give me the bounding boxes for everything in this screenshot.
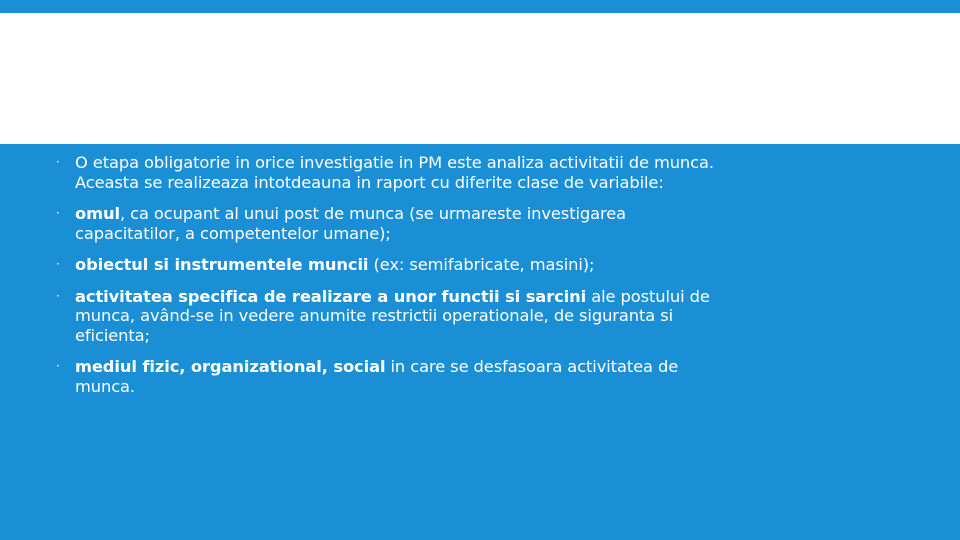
bullet-bold-text: obiectul si instrumentele muncii <box>75 255 369 274</box>
bullet-text: ale postului de munca, având-se in vedere anumite restrictii operationale, de siguranta si eficienta; <box>75 286 710 345</box>
bullet-item <box>56 204 736 243</box>
bullet-item <box>56 255 736 275</box>
bullet-dot-icon: · <box>56 288 60 303</box>
bullet-text: O etapa obligatorie in orice investigatie in PM este analiza activitatii de munca. Aceasta se realizeaza intotdeauna in raport cu diferite clase de variabile: <box>75 153 714 192</box>
bullet-list <box>56 153 736 408</box>
bullet-text: (ex: semifabricate, masini); <box>368 255 595 274</box>
bullet-dot-icon: · <box>56 257 60 271</box>
bullet-bold-text: mediul fizic, organizational, social <box>75 357 386 376</box>
bullet-text: in care se desfasoara activitatea de munca. <box>75 357 679 396</box>
bullet-item <box>56 357 736 396</box>
bullet-dot-icon: · <box>56 359 60 373</box>
bullet-item <box>56 153 736 192</box>
bullet-dot-icon: · <box>56 206 60 220</box>
bullet-text: , ca ocupant al unui post de munca (se urmareste investigarea capacitatilor, a competentelor umane); <box>75 204 627 243</box>
bullet-bold-text: activitatea specifica de realizare a unor functii si sarcini <box>75 286 587 306</box>
bullet-item <box>56 287 736 346</box>
title-band <box>0 13 960 144</box>
bullet-bold-text: omul <box>75 204 120 223</box>
bullet-dot-icon: · <box>56 155 60 169</box>
